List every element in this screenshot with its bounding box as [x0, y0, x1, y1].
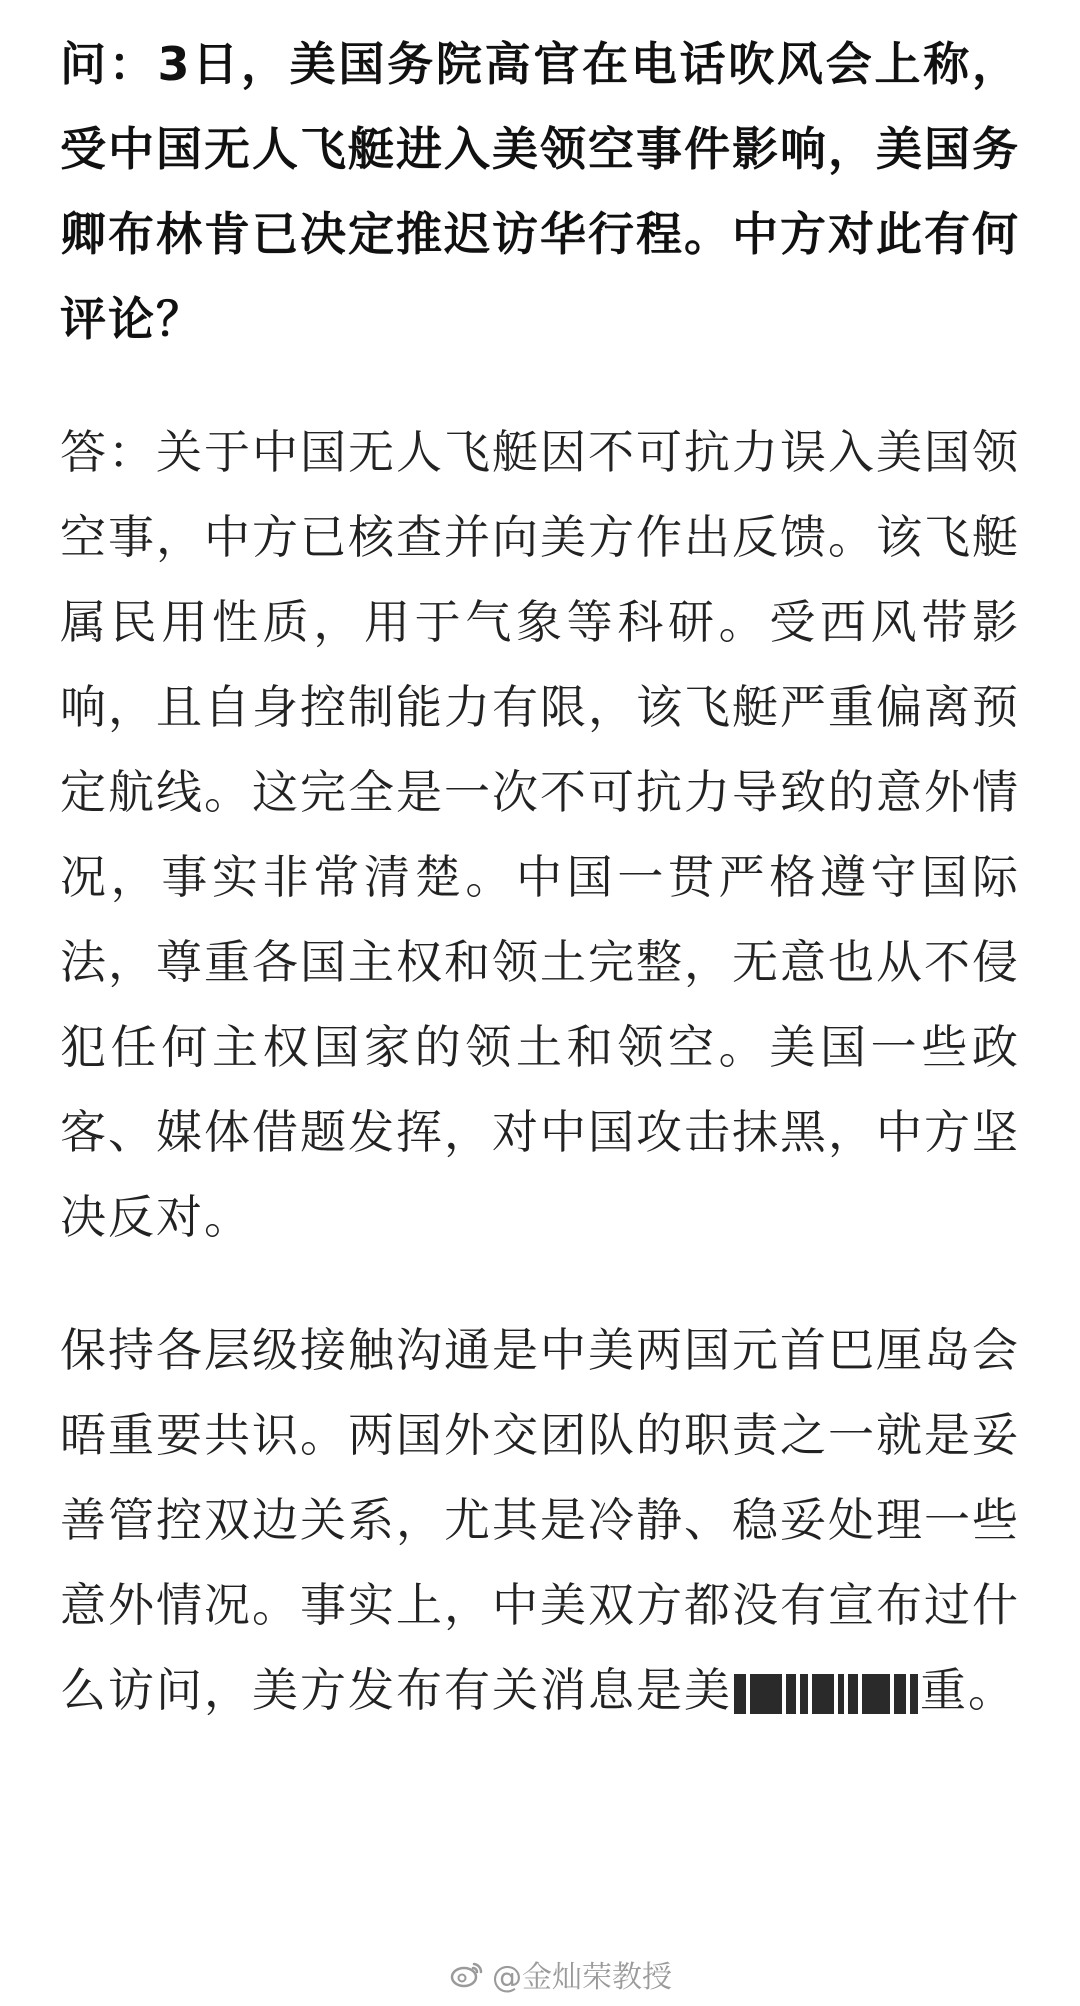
- question-paragraph: 问：3日，美国务院高官在电话吹风会上称，受中国无人飞艇进入美领空事件影响，美国务卿布林肯已决定推迟访华行程。中方对此有何评论？: [60, 37, 1020, 346]
- third-paragraph-visible-text: 保持各层级接触沟通是中美两国元首巴厘岛会晤重要共识。两国外交团队的职责之一就是妥善管控双边关系，尤其是冷静、稳妥处理一些意外情况。事实上，中美双方都没有宣布过什么访问，美方发布有关消息是美: [60, 1323, 1020, 1717]
- paragraph-gap: [60, 362, 1020, 410]
- weibo-logo-icon: [450, 1960, 484, 1988]
- answer-paragraph: 答：关于中国无人飞艇因不可抗力误入美国领空事，中方已核查并向美方作出反馈。该飞艇属民用性质，用于气象等科研。受西风带影响，且自身控制能力有限，该飞艇严重偏离预定航线。这完全是一次不可抗力导致的意外情况，事实非常清楚。中国一贯严格遵守国际法，尊重各国主权和领土完整，无意也从不侵犯任何主权国家的领土和领空。美国一些政客、媒体借题发挥，对中国攻击抹黑，中方坚决反对。: [60, 425, 1020, 1244]
- obscured-text-block: [732, 1663, 920, 1717]
- third-paragraph-tail-text: 重。: [920, 1663, 1016, 1717]
- paragraph-gap: [60, 1260, 1020, 1308]
- watermark-text: @金灿荣教授: [492, 1960, 672, 1995]
- watermark: [450, 1952, 672, 1996]
- third-paragraph: [60, 1308, 1020, 1733]
